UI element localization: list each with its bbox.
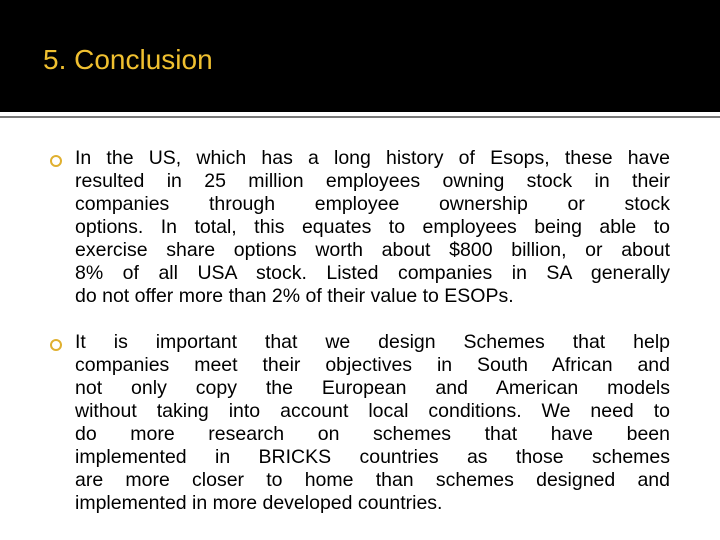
text-line: 8% of all USA stock. Listed companies in SA generally bbox=[75, 262, 670, 284]
slide-title: 5. Conclusion bbox=[43, 44, 213, 75]
text-line: not only copy the European and American models bbox=[75, 377, 670, 399]
divider bbox=[0, 116, 720, 118]
text-line: exercise share options worth about $800 billion, or about bbox=[75, 239, 670, 261]
text-line: are more closer to home than schemes designed and bbox=[75, 469, 670, 491]
bullet-text bbox=[75, 331, 670, 515]
text-line: companies meet their objectives in South African and bbox=[75, 354, 670, 376]
bullet-text bbox=[75, 147, 670, 308]
text-line: implemented in more developed countries. bbox=[75, 492, 443, 514]
text-line: without taking into account local conditions. We need to bbox=[75, 400, 670, 422]
text-line: In the US, which has a long history of Esops, these have bbox=[75, 147, 670, 169]
text-line: do not offer more than 2% of their value to ESOPs. bbox=[75, 285, 514, 307]
text-line: options. In total, this equates to employees being able to bbox=[75, 216, 670, 238]
text-line: implemented in BRICKS countries as those schemes bbox=[75, 446, 670, 468]
text-line: resulted in 25 million employees owning stock in their bbox=[75, 170, 670, 192]
bullet-circle-icon bbox=[50, 339, 62, 351]
bullet-circle-icon bbox=[50, 155, 62, 167]
text-line: do more research on schemes that have been bbox=[75, 423, 670, 445]
text-line: It is important that we design Schemes that help bbox=[75, 331, 670, 353]
text-line: companies through employee ownership or stock bbox=[75, 193, 670, 215]
